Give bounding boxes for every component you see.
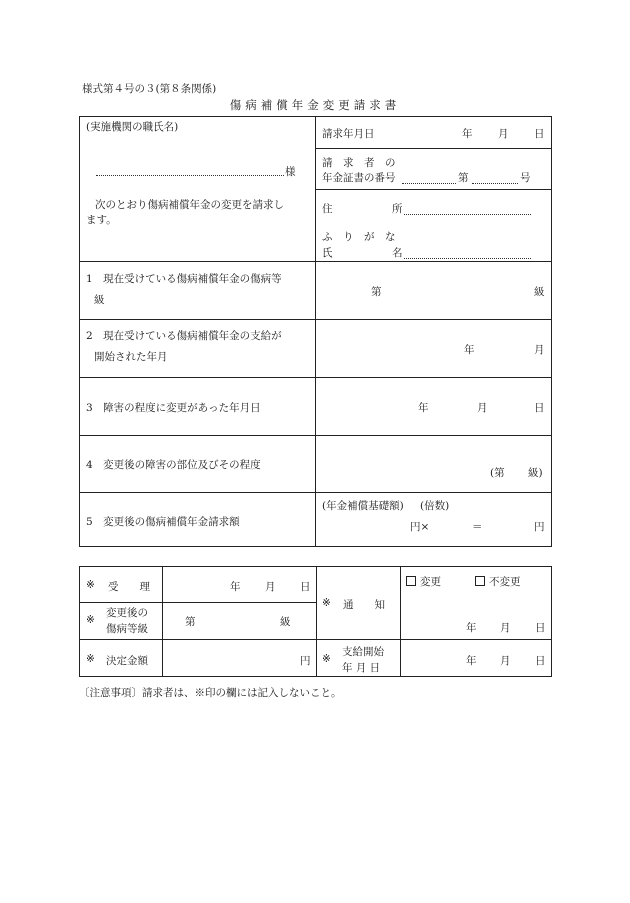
row-divider (80, 602, 316, 603)
item-2-year: 年 (464, 344, 475, 356)
base-amount-label: (年金補償基礎額) (322, 500, 404, 512)
grade-label: 変更後の (106, 607, 148, 619)
receipt-day: 日 (300, 581, 311, 593)
month-unit: 月 (498, 128, 509, 140)
item-3-year: 年 (418, 402, 429, 414)
office-mark: ※ (322, 597, 331, 609)
item-1-kyu: 級 (534, 286, 545, 298)
yen-times: 円× (410, 521, 430, 533)
item-5-yen: 円 (534, 521, 545, 533)
column-divider (162, 567, 163, 677)
item-4-kyu: 級) (528, 467, 543, 479)
cert-number-field-2[interactable] (472, 183, 518, 184)
receipt-month: 月 (265, 581, 276, 593)
change-label: 変更 (420, 576, 441, 588)
row-divider (80, 492, 552, 493)
address-label-2: 所 (392, 203, 403, 215)
item-3-day: 日 (534, 402, 545, 414)
item-1-dai: 第 (371, 286, 382, 298)
start-day: 日 (535, 655, 546, 667)
row-divider (80, 639, 552, 640)
form-id: 様式第４号の３(第８条関係) (82, 83, 217, 95)
row-divider (315, 189, 552, 190)
cert-number-label: 請 求 者 の (322, 157, 396, 169)
row-divider (80, 319, 552, 320)
row-divider (80, 261, 552, 262)
item-2-month: 月 (534, 344, 545, 356)
request-text: 次のとおり傷病補償年金の変更を請求し (95, 199, 284, 211)
start-year: 年 (466, 655, 477, 667)
start-label-cont: 年 月 日 (342, 662, 381, 674)
no-change-option[interactable] (475, 574, 521, 589)
cert-go: 号 (520, 172, 531, 184)
item-3-label: 3 障害の程度に変更があった年月日 (86, 402, 261, 414)
year-unit: 年 (462, 128, 473, 140)
column-divider (400, 567, 401, 677)
item-1-label: 1 現在受けている傷病補償年金の傷病等 (86, 273, 282, 285)
addressee-field[interactable] (96, 175, 284, 176)
change-option[interactable] (406, 574, 441, 589)
office-mark: ※ (86, 653, 95, 665)
addressee-label: (実施機関の職氏名) (86, 121, 179, 133)
receipt-year: 年 (230, 581, 241, 593)
amount-yen: 円 (300, 655, 311, 667)
receipt-label: 受 理 (108, 581, 150, 593)
multiplier-label: (倍数) (420, 500, 450, 512)
cert-dai: 第 (458, 172, 469, 184)
start-label: 支給開始 (342, 646, 384, 658)
equals-sign: ＝ (472, 521, 483, 533)
name-field[interactable] (404, 258, 531, 259)
address-field[interactable] (404, 214, 531, 215)
name-label-2: 名 (392, 247, 403, 259)
honorific: 様 (285, 166, 296, 178)
grade-kyu: 級 (280, 616, 291, 628)
amount-label: 決定金額 (106, 655, 148, 667)
office-mark: ※ (322, 653, 331, 665)
name-label: 氏 (322, 247, 333, 259)
office-mark: ※ (86, 579, 95, 591)
item-2-label: 2 現在受けている傷病補償年金の支給が (86, 330, 282, 342)
row-divider (80, 435, 552, 436)
column-divider (315, 117, 316, 547)
checkbox-icon[interactable] (475, 576, 485, 586)
item-4-label: 4 変更後の障害の部位及びその程度 (86, 459, 261, 471)
form-title: 傷病補償年金変更請求書 (229, 98, 401, 112)
notice-label: 通 知 (343, 599, 385, 611)
item-2-label-cont: 開始された年月 (94, 351, 168, 363)
office-mark: ※ (86, 614, 95, 626)
row-divider (80, 377, 552, 378)
furigana-label: ふ り が な (322, 231, 396, 243)
notice-month: 月 (500, 622, 511, 634)
start-month: 月 (500, 655, 511, 667)
item-1-label-cont: 級 (94, 294, 105, 306)
no-change-label: 不変更 (489, 576, 521, 588)
checkbox-icon[interactable] (406, 576, 416, 586)
grade-dai: 第 (185, 616, 196, 628)
request-form-table (79, 116, 552, 547)
day-unit: 日 (534, 128, 545, 140)
request-date-label: 請求年月日 (322, 128, 375, 140)
item-5-label: 5 変更後の傷病補償年金請求額 (86, 516, 240, 528)
note: 〔注意事項〕請求者は、※印の欄には記入しないこと。 (79, 687, 342, 699)
cert-number-label-cont: 年金証書の番号 (322, 172, 396, 184)
office-use-table (79, 566, 552, 677)
item-3-month: 月 (477, 402, 488, 414)
notice-day: 日 (535, 622, 546, 634)
cert-number-field[interactable] (402, 183, 456, 184)
grade-label-cont: 傷病等級 (106, 623, 148, 635)
request-text-cont: ます。 (86, 214, 117, 226)
address-label: 住 (322, 203, 333, 215)
column-divider (316, 567, 317, 677)
notice-year: 年 (466, 622, 477, 634)
item-4-dai: (第 (490, 467, 505, 479)
row-divider (315, 148, 552, 149)
